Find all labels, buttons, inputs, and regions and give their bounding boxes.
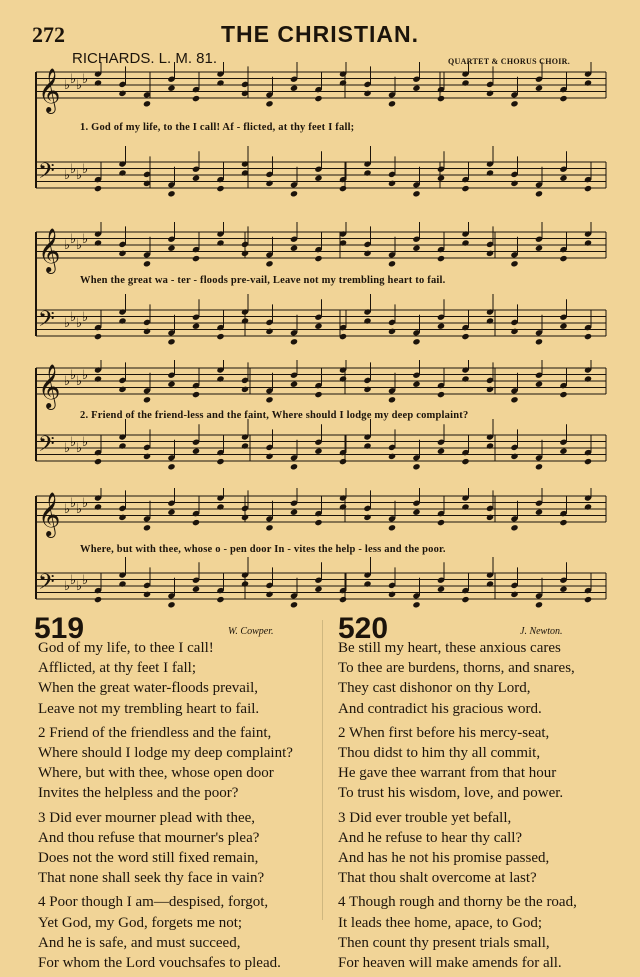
hymn-stanzas xyxy=(38,638,293,977)
svg-text:𝄞: 𝄞 xyxy=(38,228,61,272)
stanza-line: And he is safe, and must succeed, xyxy=(38,934,241,951)
svg-text:♭: ♭ xyxy=(70,232,77,247)
stanza xyxy=(38,808,293,889)
stanza-line: 4 Though rough and thorny be the road, xyxy=(338,894,577,911)
svg-text:♭: ♭ xyxy=(76,168,83,183)
stanza-line: For whom the Lord vouchsafes to plead. xyxy=(38,955,281,972)
page-number: 272 xyxy=(32,22,65,47)
stanza-line: And contradict his gracious word. xyxy=(338,700,542,717)
stanza-line: Leave not my trembling heart to fail. xyxy=(38,700,260,717)
svg-text:♭: ♭ xyxy=(64,316,71,331)
hymn-number: 519 xyxy=(34,612,85,645)
svg-text:♭: ♭ xyxy=(70,310,77,325)
svg-text:♭: ♭ xyxy=(64,441,71,456)
svg-text:♭: ♭ xyxy=(70,368,77,383)
svg-text:𝄞: 𝄞 xyxy=(38,68,61,112)
stanza-line: And thou refuse that mourner's plea? xyxy=(38,829,260,846)
lyric-line-4: Where, but with thee, whose o - pen door In - vites the help - less and the poor. xyxy=(80,544,446,555)
svg-text:♭: ♭ xyxy=(64,502,71,517)
stanza xyxy=(338,808,577,889)
stanza-line: Where, but with thee, whose open door xyxy=(38,765,274,782)
svg-text:♭: ♭ xyxy=(82,232,89,247)
music-system-3 xyxy=(0,360,640,500)
stanza-line: Yet God, my God, forgets me not; xyxy=(38,914,243,931)
svg-text:𝄢: 𝄢 xyxy=(38,432,55,462)
stanza-line: Invites the helpless and the poor? xyxy=(38,785,239,802)
stanza-line: Then count thy present trials small, xyxy=(338,934,550,951)
hymn-number: 520 xyxy=(338,612,389,645)
stanza-line: 2 When first before his mercy-seat, xyxy=(338,724,550,741)
svg-text:𝄞: 𝄞 xyxy=(38,364,61,408)
lyric-line-2: When the great wa - ter - floods pre-vail, Leave not my trembling heart to fail. xyxy=(80,275,446,286)
hymn-author: J. Newton. xyxy=(520,626,563,637)
svg-text:♭: ♭ xyxy=(76,441,83,456)
music-staff-graphic xyxy=(0,222,640,362)
stanza-line: When the great water-floods prevail, xyxy=(38,680,259,697)
svg-text:♭: ♭ xyxy=(82,162,89,177)
svg-text:♭: ♭ xyxy=(82,368,89,383)
lyric-line-3: 2. Friend of the friend-less and the faint, Where should I lodge my deep complaint? xyxy=(80,410,469,421)
music-staff-graphic xyxy=(0,488,640,628)
svg-text:♭: ♭ xyxy=(76,579,83,594)
lyric-line-1: 1. God of my life, to the I call! Af - flicted, at thy feet I fall; xyxy=(80,122,355,133)
performance-note: QUARTET & CHORUS CHOIR. xyxy=(448,57,571,66)
svg-text:𝄢: 𝄢 xyxy=(38,570,55,600)
stanza-line: It leads thee home, apace, to God; xyxy=(338,914,543,931)
svg-text:♭: ♭ xyxy=(64,374,71,389)
svg-text:♭: ♭ xyxy=(70,72,77,87)
stanza-line: And has he not his promise passed, xyxy=(338,850,550,867)
svg-text:♭: ♭ xyxy=(64,579,71,594)
svg-text:♭: ♭ xyxy=(82,573,89,588)
stanza-line: That thou shalt overcome at last? xyxy=(338,870,537,887)
page-title: THE CHRISTIAN. xyxy=(221,21,419,47)
stanza-line: God of my life, to thee I call! xyxy=(38,640,214,656)
svg-text:♭: ♭ xyxy=(76,238,83,253)
hymn-stanzas xyxy=(338,638,577,977)
stanza-line: For heaven will make amends for all. xyxy=(338,955,562,972)
svg-text:𝄢: 𝄢 xyxy=(38,307,55,337)
svg-text:♭: ♭ xyxy=(64,168,71,183)
hymn-author: W. Cowper. xyxy=(228,626,274,637)
stanza-line: 2 Friend of the friendless and the faint, xyxy=(38,724,272,741)
stanza-line: He gave thee warrant from that hour xyxy=(338,765,557,782)
music-system-4 xyxy=(0,488,640,628)
stanza-line: Where should I lodge my deep complaint? xyxy=(38,745,293,762)
stanza-line: Afflicted, at thy feet I fall; xyxy=(38,660,196,677)
stanza-line: Be still my heart, these anxious cares xyxy=(338,640,561,656)
svg-text:♭: ♭ xyxy=(70,496,77,511)
svg-text:♭: ♭ xyxy=(82,435,89,450)
stanza-line: Does not the word still fixed remain, xyxy=(38,850,259,867)
stanza xyxy=(338,723,577,804)
svg-text:♭: ♭ xyxy=(82,310,89,325)
stanza-line: That none shall seek thy face in vain? xyxy=(38,870,265,887)
svg-text:𝄢: 𝄢 xyxy=(38,159,55,189)
svg-text:𝄞: 𝄞 xyxy=(38,492,61,536)
stanza xyxy=(338,638,577,719)
svg-text:♭: ♭ xyxy=(70,573,77,588)
stanza-line: 3 Did ever mourner plead with thee, xyxy=(38,809,256,826)
stanza xyxy=(338,892,577,973)
column-divider xyxy=(322,620,323,920)
svg-text:♭: ♭ xyxy=(70,162,77,177)
stanza-line: To thee are burdens, thorns, and snares, xyxy=(338,660,575,677)
tune-name: RICHARDS. L. M. 81. xyxy=(72,50,218,67)
stanza xyxy=(38,723,293,804)
stanza-line: And he refuse to hear thy call? xyxy=(338,829,523,846)
svg-text:♭: ♭ xyxy=(76,78,83,93)
stanza-line: To trust his wisdom, love, and power. xyxy=(338,785,564,802)
svg-text:♭: ♭ xyxy=(76,374,83,389)
svg-text:♭: ♭ xyxy=(82,72,89,87)
svg-text:♭: ♭ xyxy=(76,502,83,517)
music-system-2 xyxy=(0,222,640,362)
stanza-line: 4 Poor though I am—despised, forgot, xyxy=(38,894,269,911)
svg-text:♭: ♭ xyxy=(82,496,89,511)
stanza-line: 3 Did ever trouble yet befall, xyxy=(338,809,512,826)
stanza-line: Thou didst to him thy all commit, xyxy=(338,745,541,762)
svg-text:♭: ♭ xyxy=(76,316,83,331)
music-staff-graphic xyxy=(0,360,640,500)
svg-text:♭: ♭ xyxy=(64,78,71,93)
stanza xyxy=(38,892,293,973)
svg-text:♭: ♭ xyxy=(70,435,77,450)
stanza-line: They cast dishonor on thy Lord, xyxy=(338,680,531,697)
music-system-1 xyxy=(0,62,640,202)
stanza xyxy=(38,638,293,719)
svg-text:♭: ♭ xyxy=(64,238,71,253)
